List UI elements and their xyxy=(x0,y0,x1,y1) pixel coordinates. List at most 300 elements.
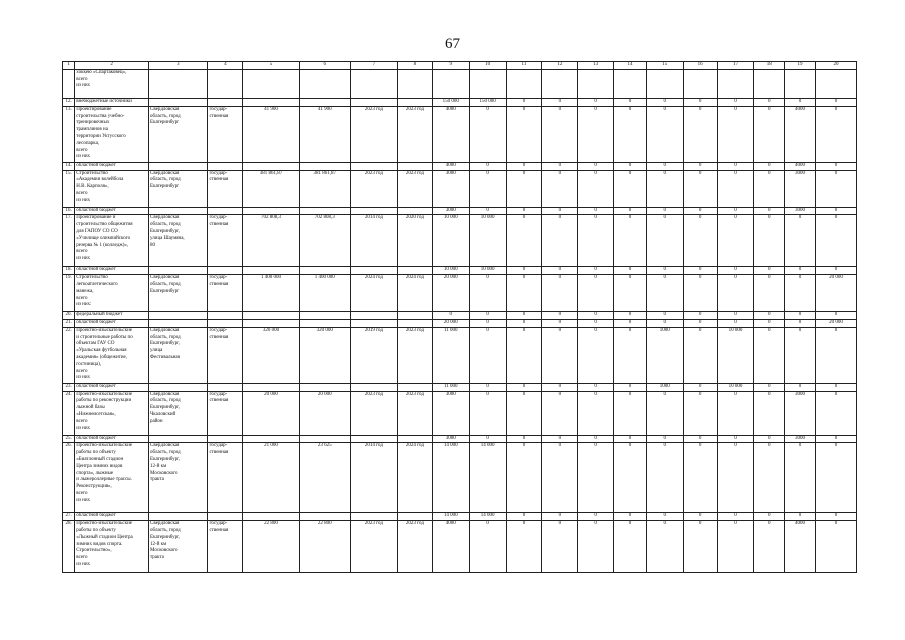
description-cell xyxy=(75,267,149,275)
value-cell: 0 xyxy=(717,513,754,521)
value-cell: 0 xyxy=(683,267,717,275)
location-cell xyxy=(149,319,208,327)
value-cell: 0 xyxy=(614,443,647,513)
ownership-cell xyxy=(208,513,243,521)
value-cell: 0 xyxy=(578,319,614,327)
table-row xyxy=(63,383,857,391)
value-cell: 0 xyxy=(683,435,717,443)
table-row xyxy=(63,435,857,443)
cell-line: Проектирование и xyxy=(76,215,116,221)
value-cell: 381 861,87 xyxy=(299,170,350,207)
value-cell: 0 xyxy=(754,275,785,312)
value-cell: 0 xyxy=(469,312,506,320)
value-cell xyxy=(243,69,299,98)
value-cell: 0 xyxy=(815,312,856,320)
value-cell xyxy=(299,319,350,327)
cell-line: Строительство xyxy=(76,275,108,281)
ownership-cell xyxy=(208,443,243,513)
value-cell: 0 xyxy=(578,383,614,391)
column-number: 3 xyxy=(149,62,208,70)
value-cell: 0 xyxy=(578,435,614,443)
cell-line: Екатеринбург xyxy=(150,184,180,190)
table-row xyxy=(63,267,857,275)
value-cell: 0 xyxy=(469,207,506,215)
value-cell: 3000 xyxy=(432,207,469,215)
cell-line: Екатеринбург xyxy=(150,120,180,126)
value-cell xyxy=(243,513,299,521)
value-cell: 0 xyxy=(646,98,683,106)
cell-line: Екатеринбург, xyxy=(150,228,180,234)
table-row xyxy=(63,69,857,98)
value-cell xyxy=(299,435,350,443)
value-cell: 0 xyxy=(614,383,647,391)
value-cell: 0 xyxy=(542,170,578,207)
value-cell: 0 xyxy=(754,513,785,521)
value-cell: 2023 год xyxy=(397,521,432,573)
table-row xyxy=(63,162,857,170)
value-cell: 10 000 xyxy=(432,267,469,275)
cell-line: область, город xyxy=(150,177,181,183)
value-cell: 0 xyxy=(578,170,614,207)
cell-line: тракта xyxy=(150,477,164,483)
cell-line: государ- xyxy=(209,170,228,176)
cell-line: из них xyxy=(76,375,91,381)
column-number-row xyxy=(63,62,857,70)
value-cell: 4000 xyxy=(785,162,816,170)
value-cell: 2023 год xyxy=(350,106,397,162)
cell-line: из них xyxy=(76,154,91,160)
value-cell: 0 xyxy=(614,267,647,275)
value-cell: 0 xyxy=(785,267,816,275)
value-cell: 10 000 xyxy=(432,215,469,267)
value-cell: 0 xyxy=(542,383,578,391)
column-number: 18 xyxy=(754,62,785,70)
value-cell: 0 xyxy=(646,162,683,170)
value-cell: 320 000 xyxy=(299,327,350,383)
value-cell xyxy=(397,69,432,98)
value-cell xyxy=(397,435,432,443)
value-cell xyxy=(299,69,350,98)
value-cell: 0 xyxy=(614,162,647,170)
location-cell xyxy=(149,521,208,573)
value-cell: 0 xyxy=(717,521,754,573)
financing-table xyxy=(62,61,857,573)
row-number-cell: 12. xyxy=(63,98,75,106)
value-cell: 0 xyxy=(785,98,816,106)
value-cell: 0 xyxy=(469,275,506,312)
description-cell xyxy=(75,275,149,312)
value-cell: 0 xyxy=(469,391,506,435)
location-cell xyxy=(149,435,208,443)
value-cell: 0 xyxy=(614,98,647,106)
value-cell xyxy=(646,69,683,98)
cell-line: Московского xyxy=(150,548,178,554)
cell-line: всего xyxy=(76,147,88,153)
cell-line: Екатеринбург, xyxy=(150,534,180,540)
cell-line: ственная xyxy=(209,222,229,228)
location-cell xyxy=(149,162,208,170)
value-cell: 0 xyxy=(754,267,785,275)
value-cell: 11 000 xyxy=(432,327,469,383)
value-cell: 0 xyxy=(754,435,785,443)
value-cell: 41 900 xyxy=(299,106,350,162)
value-cell: 20 000 xyxy=(815,319,856,327)
value-cell: 14 000 xyxy=(432,443,469,513)
value-cell: 0 xyxy=(646,267,683,275)
value-cell: 0 xyxy=(785,215,816,267)
row-number-cell: 26. xyxy=(63,443,75,513)
value-cell: 0 xyxy=(717,319,754,327)
cell-line: областной бюджет xyxy=(76,207,116,213)
row-number-cell: 18. xyxy=(63,267,75,275)
row-number-cell: 22. xyxy=(63,327,75,383)
value-cell xyxy=(299,207,350,215)
description-cell xyxy=(75,513,149,521)
cell-line: областной бюджет xyxy=(76,162,116,168)
row-number-cell: 28. xyxy=(63,521,75,573)
ownership-cell xyxy=(208,391,243,435)
value-cell: 0 xyxy=(815,98,856,106)
cell-line: трамплинов на xyxy=(76,127,108,133)
value-cell: 0 xyxy=(683,391,717,435)
value-cell xyxy=(299,383,350,391)
value-cell: 1000 xyxy=(646,327,683,383)
value-cell: 1 400 000 xyxy=(299,275,350,312)
value-cell: 0 xyxy=(754,383,785,391)
value-cell: 1000 xyxy=(646,383,683,391)
value-cell: 0 xyxy=(469,319,506,327)
cell-line: Екатеринбург, xyxy=(150,341,180,347)
row-number-cell: 21. xyxy=(63,319,75,327)
cell-line: Фестивальная xyxy=(150,354,180,360)
cell-line: государ- xyxy=(209,327,228,333)
cell-line: ственная xyxy=(209,527,229,533)
row-number-cell: 19. xyxy=(63,275,75,312)
value-cell: 0 xyxy=(754,327,785,383)
cell-line: всего xyxy=(76,490,88,496)
value-cell xyxy=(299,513,350,521)
column-number: 4 xyxy=(208,62,243,70)
page-number: 67 xyxy=(445,36,460,52)
value-cell: 0 xyxy=(683,443,717,513)
value-cell: 0 xyxy=(469,327,506,383)
value-cell: 0 xyxy=(542,521,578,573)
value-cell: 0 xyxy=(646,319,683,327)
value-cell: 0 xyxy=(754,207,785,215)
value-cell: 2023 год xyxy=(397,327,432,383)
value-cell xyxy=(350,98,397,106)
value-cell: 0 xyxy=(683,312,717,320)
value-cell: 0 xyxy=(578,391,614,435)
column-number: 1 xyxy=(63,62,75,70)
table-row xyxy=(63,312,857,320)
cell-line: Свердловская xyxy=(150,170,180,176)
value-cell: 0 xyxy=(646,443,683,513)
value-cell: 2024 год xyxy=(397,443,432,513)
cell-line: манежа, xyxy=(76,288,94,294)
cell-line: Строительство», xyxy=(76,548,112,554)
cell-line: работы по объекту xyxy=(76,450,116,456)
value-cell: 0 xyxy=(506,215,542,267)
location-cell xyxy=(149,106,208,162)
cell-line: улица Шаумяна, xyxy=(150,235,185,241)
cell-line: Чкаловский xyxy=(150,411,176,417)
value-cell xyxy=(243,435,299,443)
value-cell: 20 000 xyxy=(815,275,856,312)
value-cell: 0 xyxy=(542,162,578,170)
cell-line: областной бюджет xyxy=(76,319,116,325)
cell-line: государ- xyxy=(209,443,228,449)
value-cell xyxy=(350,383,397,391)
cell-line: «Академии волейбола xyxy=(76,177,124,183)
value-cell: 0 xyxy=(785,319,816,327)
column-number: 14 xyxy=(614,62,647,70)
value-cell: 0 xyxy=(578,207,614,215)
value-cell: 0 xyxy=(815,443,856,513)
column-number: 19 xyxy=(785,62,816,70)
value-cell xyxy=(397,312,432,320)
value-cell: 0 xyxy=(614,521,647,573)
cell-line: Н.В. Карполя», xyxy=(76,184,109,190)
cell-line: «Училище олимпийского xyxy=(76,235,131,241)
value-cell: 14 000 xyxy=(469,443,506,513)
location-cell xyxy=(149,275,208,312)
value-cell xyxy=(785,69,816,98)
column-number: 7 xyxy=(350,62,397,70)
cell-line: Центра зимних видов xyxy=(76,463,123,469)
cell-line: всего xyxy=(76,418,88,424)
value-cell: 0 xyxy=(578,106,614,162)
location-cell xyxy=(149,207,208,215)
value-cell: 2024 год xyxy=(397,275,432,312)
cell-line: территории Уктусского xyxy=(76,133,126,139)
cell-line: Свердловская xyxy=(150,327,180,333)
description-cell xyxy=(75,327,149,383)
value-cell: 0 xyxy=(754,162,785,170)
value-cell: 11 000 xyxy=(432,383,469,391)
value-cell: 10 000 xyxy=(469,267,506,275)
value-cell: 0 xyxy=(717,443,754,513)
value-cell: 20 000 xyxy=(432,275,469,312)
location-cell xyxy=(149,312,208,320)
value-cell: 2020 год xyxy=(397,215,432,267)
description-cell xyxy=(75,69,149,98)
cell-line: Свердловская xyxy=(150,275,180,281)
cell-line: «Биатлонный стадион xyxy=(76,456,124,462)
description-cell xyxy=(75,391,149,435)
cell-line: тренировочных xyxy=(76,120,110,126)
value-cell: 0 xyxy=(578,215,614,267)
value-cell: 0 xyxy=(754,98,785,106)
cell-line: 12-й км xyxy=(150,463,167,469)
value-cell: 0 xyxy=(815,106,856,162)
ownership-cell xyxy=(208,327,243,383)
ownership-cell xyxy=(208,98,243,106)
column-number: 9 xyxy=(432,62,469,70)
row-number-cell: 23. xyxy=(63,383,75,391)
cell-line: область, город xyxy=(150,527,181,533)
value-cell: 0 xyxy=(506,391,542,435)
row-number-cell: 15. xyxy=(63,170,75,207)
value-cell xyxy=(578,69,614,98)
cell-line: область, город xyxy=(150,281,181,287)
location-cell xyxy=(149,267,208,275)
cell-line: Свердловская xyxy=(150,391,180,397)
cell-line: объектам ГАУ СО xyxy=(76,341,115,347)
ownership-cell xyxy=(208,275,243,312)
row-number-cell: 14. xyxy=(63,162,75,170)
cell-line: государ- xyxy=(209,391,228,397)
description-cell xyxy=(75,98,149,106)
location-cell xyxy=(149,513,208,521)
value-cell: 2023 год xyxy=(350,521,397,573)
value-cell: 0 xyxy=(717,391,754,435)
value-cell: 2023 год xyxy=(350,391,397,435)
value-cell: 0 xyxy=(578,312,614,320)
value-cell: 0 xyxy=(754,170,785,207)
value-cell: 0 xyxy=(815,170,856,207)
cell-line: область, город xyxy=(150,450,181,456)
value-cell xyxy=(243,267,299,275)
value-cell: 0 xyxy=(683,521,717,573)
value-cell: 2023 год xyxy=(397,391,432,435)
column-number: 12 xyxy=(542,62,578,70)
cell-line: зимних видов спорта. xyxy=(76,541,123,547)
column-number: 6 xyxy=(299,62,350,70)
value-cell: 0 xyxy=(542,267,578,275)
value-cell xyxy=(542,69,578,98)
cell-line: государ- xyxy=(209,275,228,281)
value-cell xyxy=(350,513,397,521)
value-cell: 0 xyxy=(785,327,816,383)
value-cell: 0 xyxy=(542,98,578,106)
value-cell: 0 xyxy=(646,435,683,443)
value-cell: 0 xyxy=(578,275,614,312)
description-cell xyxy=(75,443,149,513)
value-cell: 0 xyxy=(683,215,717,267)
location-cell xyxy=(149,215,208,267)
value-cell: 0 xyxy=(754,391,785,435)
cell-line: всего xyxy=(76,249,88,255)
value-cell: 14 000 xyxy=(432,513,469,521)
value-cell: 20 000 xyxy=(299,391,350,435)
value-cell: 0 xyxy=(469,106,506,162)
cell-line: федеральный бюджет xyxy=(76,312,123,318)
row-number-cell xyxy=(63,69,75,98)
value-cell: 3000 xyxy=(432,435,469,443)
cell-line: государ- xyxy=(209,521,228,527)
column-number: 17 xyxy=(717,62,754,70)
value-cell: 0 xyxy=(683,162,717,170)
value-cell: 0 xyxy=(432,312,469,320)
value-cell: 23 625 xyxy=(299,443,350,513)
value-cell: 0 xyxy=(754,521,785,573)
description-cell xyxy=(75,207,149,215)
value-cell: 0 xyxy=(754,443,785,513)
row-number-cell: 16. xyxy=(63,207,75,215)
value-cell: 0 xyxy=(646,391,683,435)
cell-line: областной бюджет xyxy=(76,513,116,519)
location-cell xyxy=(149,391,208,435)
cell-line: область, город xyxy=(150,222,181,228)
cell-line: всего xyxy=(76,295,88,301)
cell-line: Свердловская xyxy=(150,106,180,112)
value-cell: 0 xyxy=(646,312,683,320)
ownership-cell xyxy=(208,106,243,162)
value-cell: 0 xyxy=(542,275,578,312)
value-cell: 0 xyxy=(754,106,785,162)
value-cell: 0 xyxy=(815,513,856,521)
row-number-cell: 27. xyxy=(63,513,75,521)
description-cell xyxy=(75,435,149,443)
cell-line: резерва № 1 (колледж)», xyxy=(76,242,129,248)
description-cell xyxy=(75,521,149,573)
description-cell xyxy=(75,319,149,327)
value-cell: 0 xyxy=(815,521,856,573)
value-cell: 1 400 000 xyxy=(243,275,299,312)
value-cell: 0 xyxy=(542,207,578,215)
value-cell xyxy=(243,98,299,106)
cell-line: улица xyxy=(150,348,163,354)
description-cell xyxy=(75,383,149,391)
value-cell: 0 xyxy=(717,170,754,207)
cell-line: из них xyxy=(76,561,91,567)
cell-line: для ГАПОУ СО СО xyxy=(76,228,118,234)
cell-line: из них: xyxy=(76,302,92,308)
value-cell: 0 xyxy=(542,106,578,162)
value-cell: 0 xyxy=(614,513,647,521)
value-cell xyxy=(350,312,397,320)
value-cell: 0 xyxy=(506,327,542,383)
table-row xyxy=(63,207,857,215)
value-cell: 0 xyxy=(646,275,683,312)
value-cell: 0 xyxy=(815,383,856,391)
cell-line: академия» (общежитие, xyxy=(76,354,127,360)
value-cell xyxy=(243,319,299,327)
table-row xyxy=(63,513,857,521)
value-cell: 0 xyxy=(469,162,506,170)
value-cell xyxy=(350,435,397,443)
value-cell: 0 xyxy=(614,435,647,443)
cell-line: «Уральская футбольная xyxy=(76,348,127,354)
value-cell: 0 xyxy=(506,383,542,391)
cell-line: спорта», лыжные xyxy=(76,470,114,476)
value-cell: 0 xyxy=(717,275,754,312)
value-cell: 0 xyxy=(614,391,647,435)
value-cell: 3000 xyxy=(432,391,469,435)
value-cell xyxy=(397,513,432,521)
value-cell: 320 000 xyxy=(243,327,299,383)
value-cell: 0 xyxy=(469,383,506,391)
cell-line: Екатеринбург xyxy=(150,288,180,294)
value-cell: 2019 год xyxy=(350,327,397,383)
value-cell: 0 xyxy=(506,513,542,521)
value-cell: 0 xyxy=(646,170,683,207)
cell-line: работы по реконструкции xyxy=(76,398,132,404)
value-cell: 21 000 xyxy=(243,443,299,513)
cell-line: 80 xyxy=(150,242,156,248)
ownership-cell xyxy=(208,267,243,275)
value-cell: 0 xyxy=(469,435,506,443)
column-number: 2 xyxy=(75,62,149,70)
cell-line: Екатеринбург, xyxy=(150,456,180,462)
value-cell xyxy=(397,98,432,106)
value-cell: 150 000 xyxy=(432,98,469,106)
value-cell: 0 xyxy=(506,435,542,443)
cell-line: область, город xyxy=(150,113,181,119)
table-row xyxy=(63,106,857,162)
value-cell xyxy=(243,207,299,215)
